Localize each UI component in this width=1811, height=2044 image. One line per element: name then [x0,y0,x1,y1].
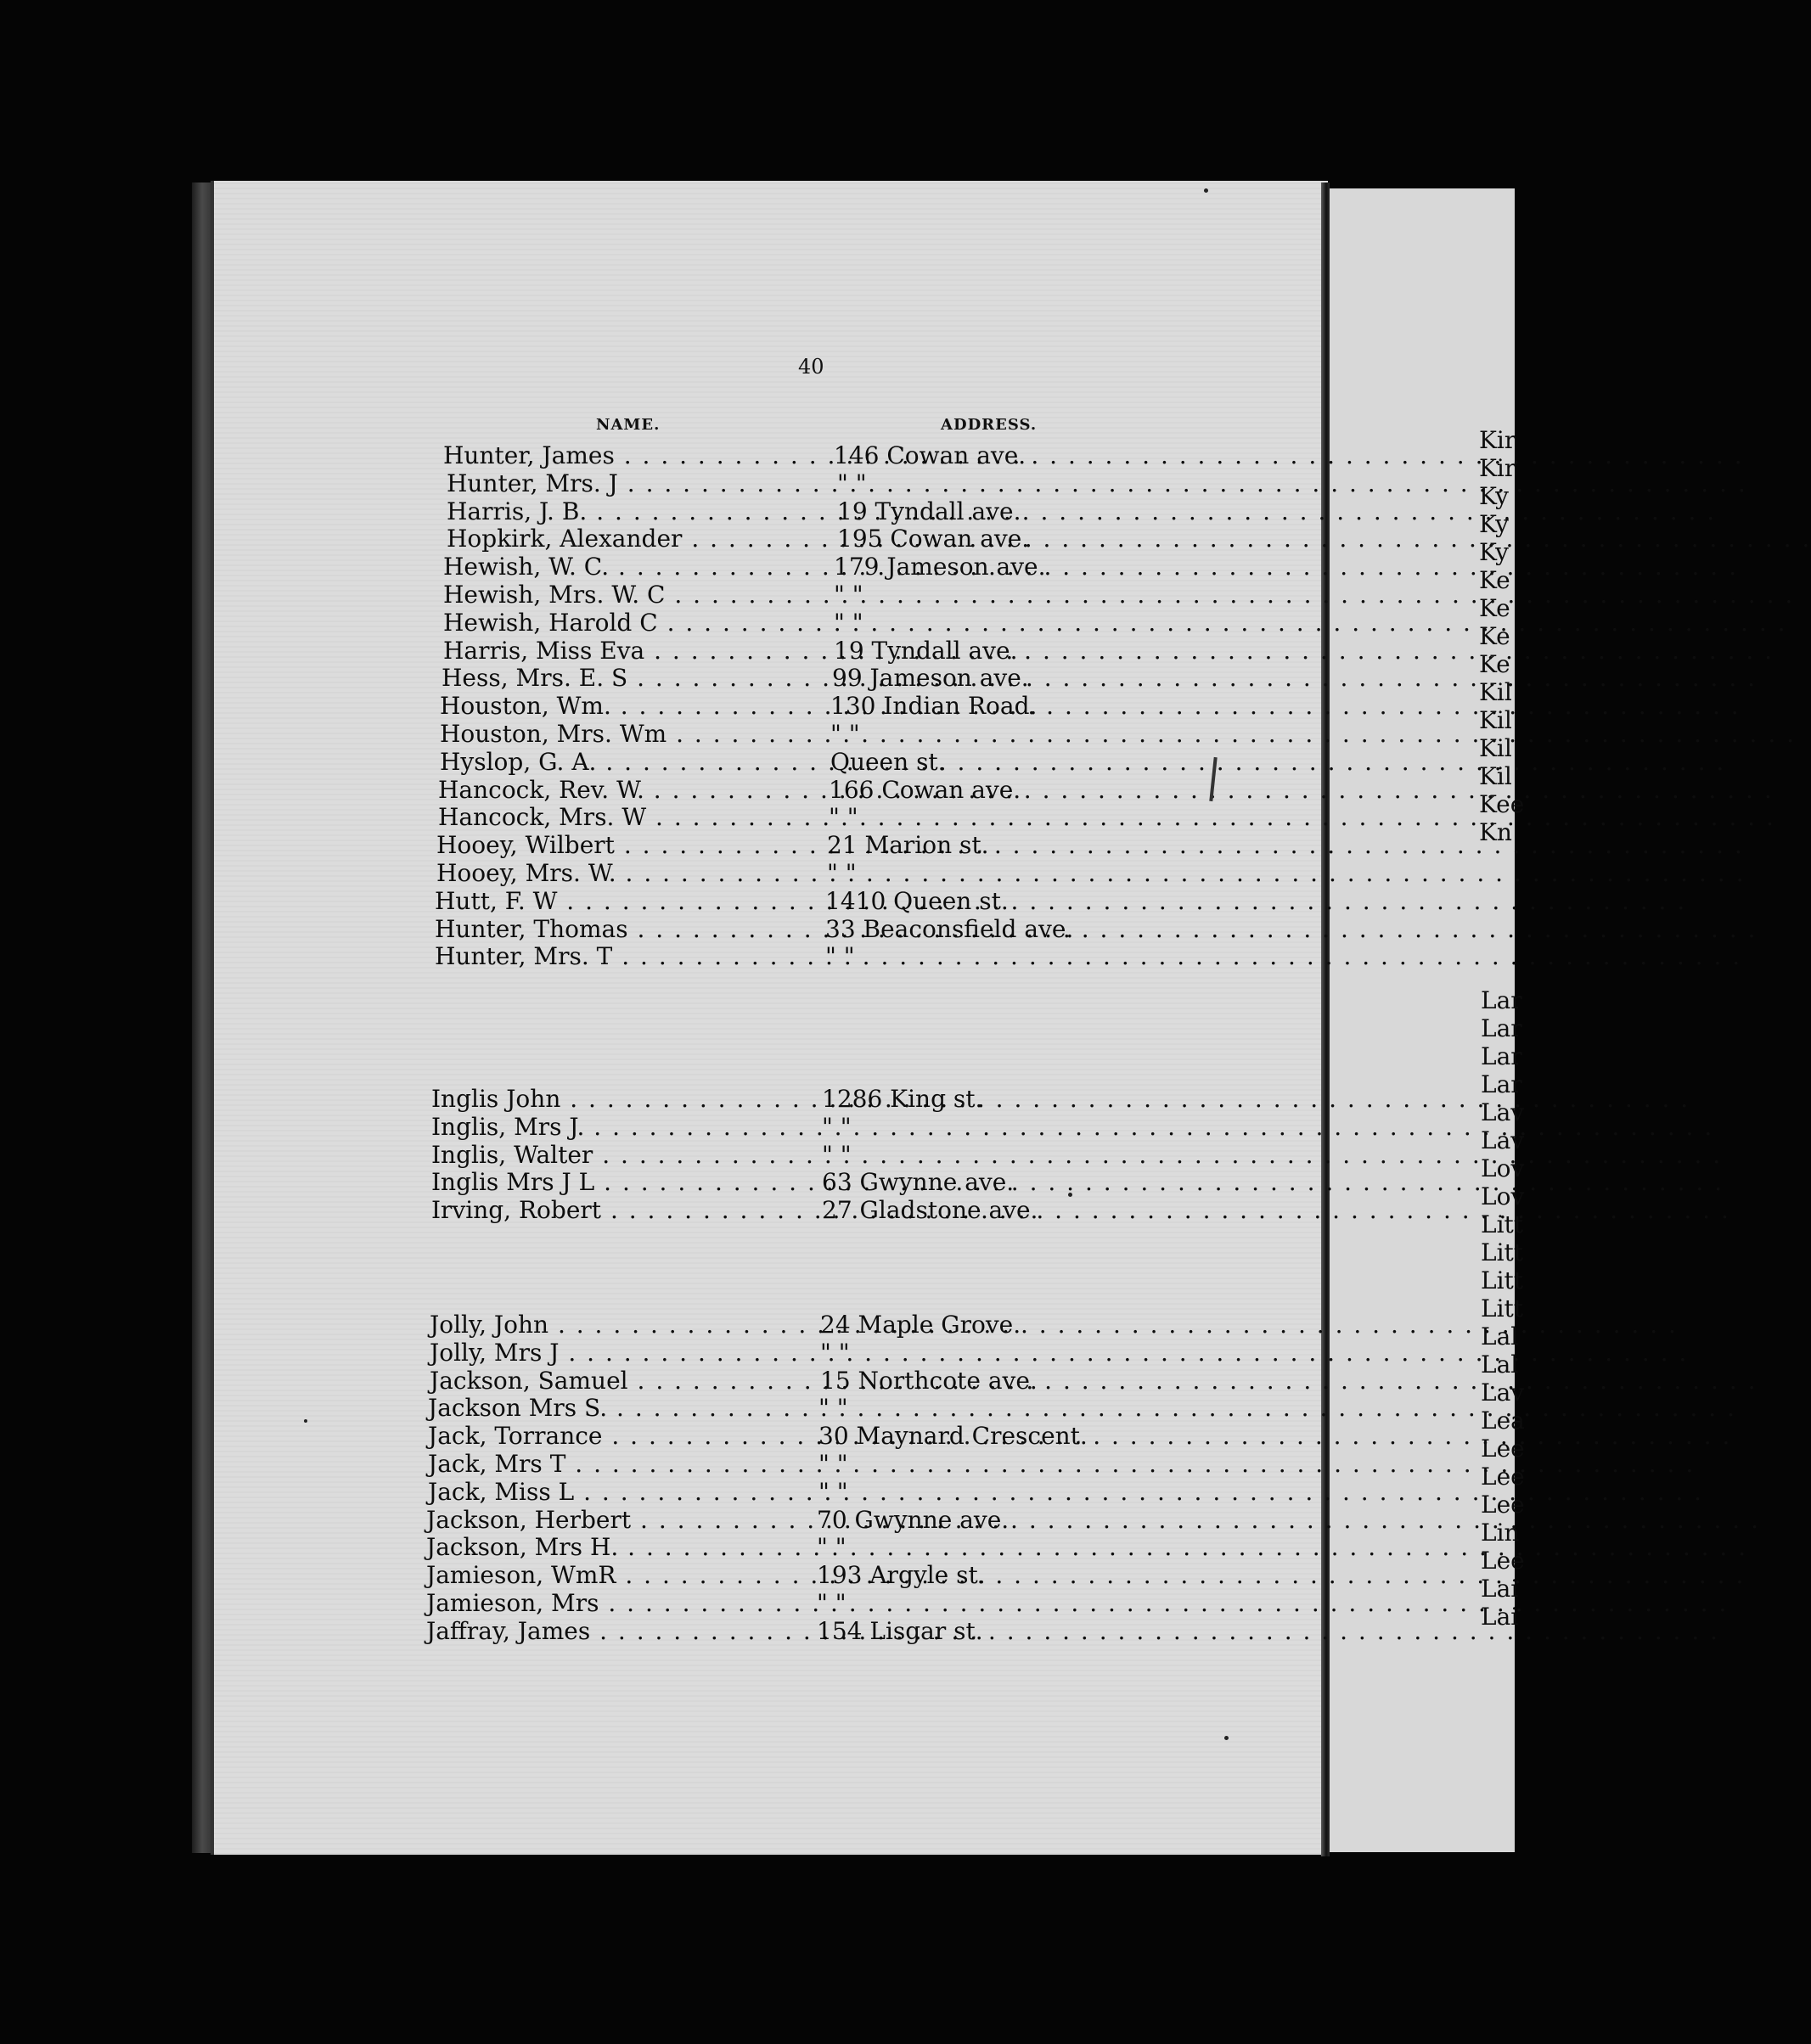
entry-name: Inglis Mrs J L . . . [431,1168,805,1196]
right-page-fragment: Lal [1481,1322,1519,1350]
entry-name: Hutt, F. W . . . [435,887,808,915]
speck [1068,1193,1072,1197]
right-page-fragment: Ke [1479,622,1510,650]
right-page-fragment: Litt [1481,1294,1524,1322]
entry-name: Hunter, James . . . [443,441,817,469]
entry-address: 30 Maynard Crescent. [818,1422,1088,1451]
entry-address: 99 Jameson ave. [832,664,1029,693]
right-page-fragment: Lav [1481,1379,1525,1407]
right-page-fragment: Kil [1479,762,1512,790]
entry-name: Hancock, Rev. W. . . . [438,776,812,804]
right-page-fragment: Lin [1481,1519,1520,1547]
right-page-fragment: Lal [1481,1350,1519,1379]
right-page-fragment: Lar [1481,1042,1522,1070]
right-page-fragment: Lov [1481,1182,1525,1210]
entry-name: Harris, Miss Eva . . . [443,637,817,665]
entry-name: Jack, Torrance . . . [428,1422,801,1450]
right-page-fragment: Lee [1481,1435,1525,1463]
entry-address: " " [818,1477,848,1506]
right-page-fragment: Kir [1479,454,1516,482]
entry-name: Houston, Wm. . . . [440,692,813,720]
entry-address: " " [818,1450,848,1478]
entry-address: " " [817,1589,846,1617]
entry-address: 1410 Queen st. [825,886,1009,915]
entry-address: 146 Cowan ave. [834,441,1026,469]
right-page-fragment: Ky [1479,538,1509,566]
right-page-fragment: Ky [1479,510,1509,538]
right-page-fragment: Ke [1479,594,1510,622]
entry-address: 166 Cowan ave. [829,775,1021,804]
right-page-fragment: Kil [1479,678,1512,706]
entry-name: Hunter, Mrs. J . . . [447,469,820,497]
entry-name: Inglis John . . . [431,1085,805,1113]
entry-name: Jackson, Mrs H. . . . [426,1533,800,1561]
entry-name: Hewish, W. C. . . . [443,553,817,581]
column-header-address: ADDRESS. [941,416,1038,434]
entry-name: Hancock, Mrs. W . . . [438,803,812,831]
entry-name: Jolly, Mrs J . . . [430,1339,803,1367]
entry-address: " " [825,942,855,971]
entry-name: Hess, Mrs. E. S . . . [442,664,815,692]
entry-address: " " [837,469,867,497]
entry-address: 19 Tyndall ave. [834,636,1018,665]
entry-address: " " [834,608,863,637]
right-page-fragment: Ke [1479,566,1510,594]
entry-address: 19 Tyndall ave. [837,497,1021,525]
entry-address: 70 Gwynne ave. [817,1505,1010,1534]
entry-name: Irving, Robert . . . [431,1196,805,1224]
right-page-fragment: Lar [1481,1070,1522,1098]
entry-address: 24 Maple Grove. [820,1311,1021,1339]
entry-address: 63 Gwynne ave. [822,1168,1015,1197]
entry-name: Hopkirk, Alexander . . . [447,525,820,553]
entry-address: 15 Northcote ave. [820,1366,1038,1395]
right-page-fragment: Kir [1479,426,1516,454]
right-page-fragment: Kil [1479,734,1512,762]
right-page-fragment: Lav [1481,1098,1525,1126]
right-page-fragment: Lea [1481,1407,1525,1435]
speck [304,1419,307,1423]
entry-address: Queen st. [830,747,946,776]
entry-address: " " [834,581,863,609]
entry-name: Jackson, Herbert . . . [426,1506,800,1534]
right-page-fragment: Litt [1481,1210,1524,1238]
page-number: 40 [798,355,824,379]
right-page-fragment: Lee [1481,1463,1525,1491]
right-page-fragment: Lee [1481,1491,1525,1519]
entry-name: Hooey, Mrs. W. . . . [436,859,810,887]
entry-name: Hyslop, G. A. . . . [440,748,813,776]
entry-name: Jamieson, WmR . . . [426,1561,800,1589]
right-page-fragment: Kil [1479,706,1512,734]
right-page-fragment: Kn [1479,818,1512,846]
entry-name: Hunter, Thomas . . . [435,915,808,943]
entry-name: Jaffray, James . . . [426,1617,800,1645]
right-page-fragment: Litt [1481,1266,1524,1294]
right-page-fragment: Litt [1481,1238,1524,1266]
entry-name: Houston, Mrs. Wm . . . [440,720,813,748]
entry-name: Harris, J. B. . . . [447,497,820,525]
entry-address: 195 Cowan ave. [837,525,1030,553]
entry-address: 21 Marion st. [827,831,989,860]
entry-address: 179 Jameson ave. [834,553,1046,581]
entry-name: Jack, Miss L . . . [428,1478,801,1506]
right-page-fragment: Lee [1481,1547,1525,1575]
entry-address: 154 Lisgar st. [817,1616,983,1645]
right-page-fragment: Lai [1481,1603,1519,1631]
entry-name: Jolly, John . . . [430,1311,803,1339]
entry-address: " " [817,1533,846,1562]
entry-address: 1286 King st. [822,1085,983,1113]
entry-name: Hewish, Harold C . . . [443,609,817,637]
right-page-fragment: Lav [1481,1126,1525,1154]
entry-name: Hunter, Mrs. T . . . [435,942,808,970]
entry-address: " " [818,1394,848,1423]
entry-address: 33 Beaconsfield ave. [825,914,1074,943]
entry-address: 27 Gladstone ave. [822,1196,1038,1225]
entry-name: Jackson Mrs S. . . . [428,1394,801,1422]
entry-name: Inglis, Walter . . . [431,1141,805,1169]
entry-name: Inglis, Mrs J. . . . [431,1113,805,1141]
entry-address: " " [827,859,857,887]
speck [1204,188,1208,193]
entry-address: 193 Argyle st. [817,1561,986,1590]
right-page-fragment: Lov [1481,1154,1525,1182]
entry-name: Jamieson, Mrs . . . [426,1589,800,1617]
right-page-fragment: Ky [1479,482,1509,510]
entry-name: Hooey, Wilbert . . . [436,831,810,859]
entry-address: " " [822,1112,852,1141]
speck [1224,1736,1229,1740]
right-page-fragment: Lai [1481,1575,1519,1603]
right-page-fragment: Lar [1481,986,1522,1014]
entry-name: Jackson, Samuel . . . [430,1367,803,1395]
entry-address: 130 Indian Road. [830,692,1038,721]
entry-name: Jack, Mrs T . . . [428,1450,801,1478]
entry-address: " " [830,720,860,748]
entry-address: " " [822,1140,852,1169]
column-header-name: NAME. [596,416,661,434]
right-page-fragment: Lar [1481,1014,1522,1042]
entry-address: " " [829,803,858,832]
entry-address: " " [820,1338,850,1367]
right-page-fragment: Ke [1479,650,1510,678]
entry-name: Hewish, Mrs. W. C . . . [443,581,817,609]
right-page-fragment: Kee [1479,790,1525,818]
